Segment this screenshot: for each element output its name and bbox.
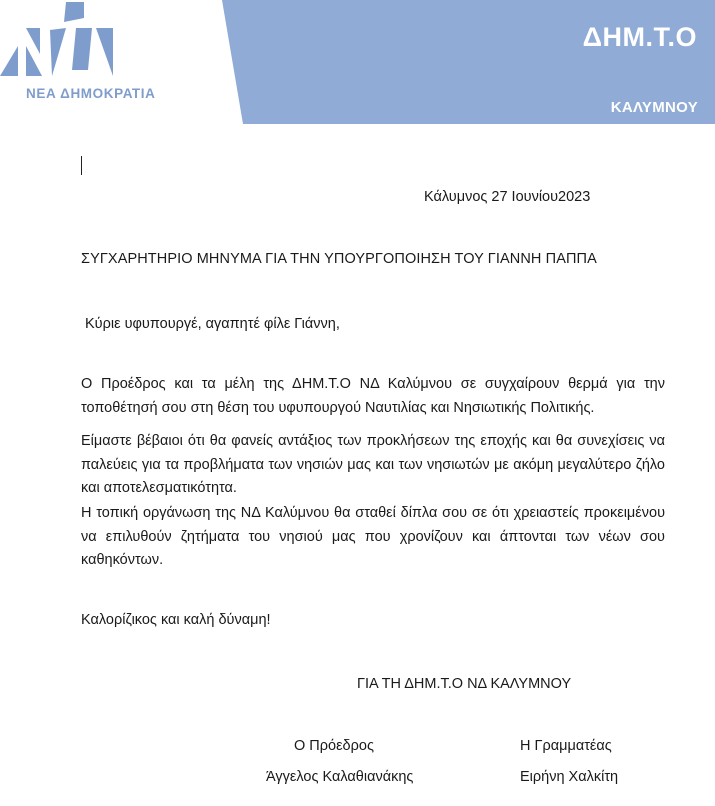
letterhead — [0, 0, 715, 124]
signatory-name-secretary: Ειρήνη Χαλκίτη — [520, 769, 619, 785]
body-paragraph: Είμαστε βέβαιοι ότι θα φανείς αντάξιος των προκλήσεων της εποχής και θα συνεχίσεις να παλεύεις για τα προβλήματα των νησιών μας και των νησιωτών με ακόμη μεγαλύτερο ζήλο και αποτελεσματικότητα. — [81, 433, 665, 496]
letter-closing: Καλορίζικος και καλή δύναμη! — [81, 612, 271, 628]
text-cursor — [81, 156, 82, 175]
letter-signoff: ΓΙΑ ΤΗ ΔΗΜ.Τ.Ο ΝΔ ΚΑΛΥΜΝΟΥ — [357, 676, 572, 692]
body-paragraph: Ο Προέδρος και τα μέλη της ΔΗΜ.Τ.Ο ΝΔ Καλύμνου σε συγχαίρουν θερμά για την τοποθέτησή σου στη θέση του υφυπουργού Ναυτιλίας και Νησιωτικής Πολιτικής. — [81, 376, 665, 416]
signatory-role-president: Ο Πρόεδρος — [294, 738, 374, 754]
signatory-name-president: Άγγελος Καλαθιανάκης — [266, 769, 414, 785]
logo-text: ΝΕΑ ΔΗΜΟΚΡΑΤΙΑ — [26, 86, 156, 101]
nd-logo-icon — [0, 0, 122, 78]
letter-salutation: Κύριε υφυπουργέ, αγαπητέ φίλε Γιάννη, — [85, 316, 340, 332]
letter-subject: ΣΥΓΧΑΡΗΤΗΡΙΟ ΜΗΝΥΜΑ ΓΙΑ ΤΗΝ ΥΠΟΥΡΓΟΠΟΙΗΣΗ ΤΟΥ ΓΙΑΝΝΗ ΠΑΠΠΑ — [81, 251, 597, 267]
signatory-role-secretary: Η Γραμματέας — [520, 738, 612, 754]
org-subtitle: ΚΑΛΥΜΝΟΥ — [610, 99, 698, 116]
letter-date: Κάλυμνος 27 Ιουνίου2023 — [424, 189, 591, 205]
body-paragraph: Η τοπική οργάνωση της ΝΔ Καλύμνου θα σταθεί δίπλα σου σε ότι χρειαστείς προκειμένου να επιλυθούν ζητήματα του νησιού μας που χρονίζουν και άπτονται των νέων σου καθηκόντων. — [81, 505, 665, 568]
org-title: ΔΗΜ.Τ.Ο — [582, 22, 697, 52]
